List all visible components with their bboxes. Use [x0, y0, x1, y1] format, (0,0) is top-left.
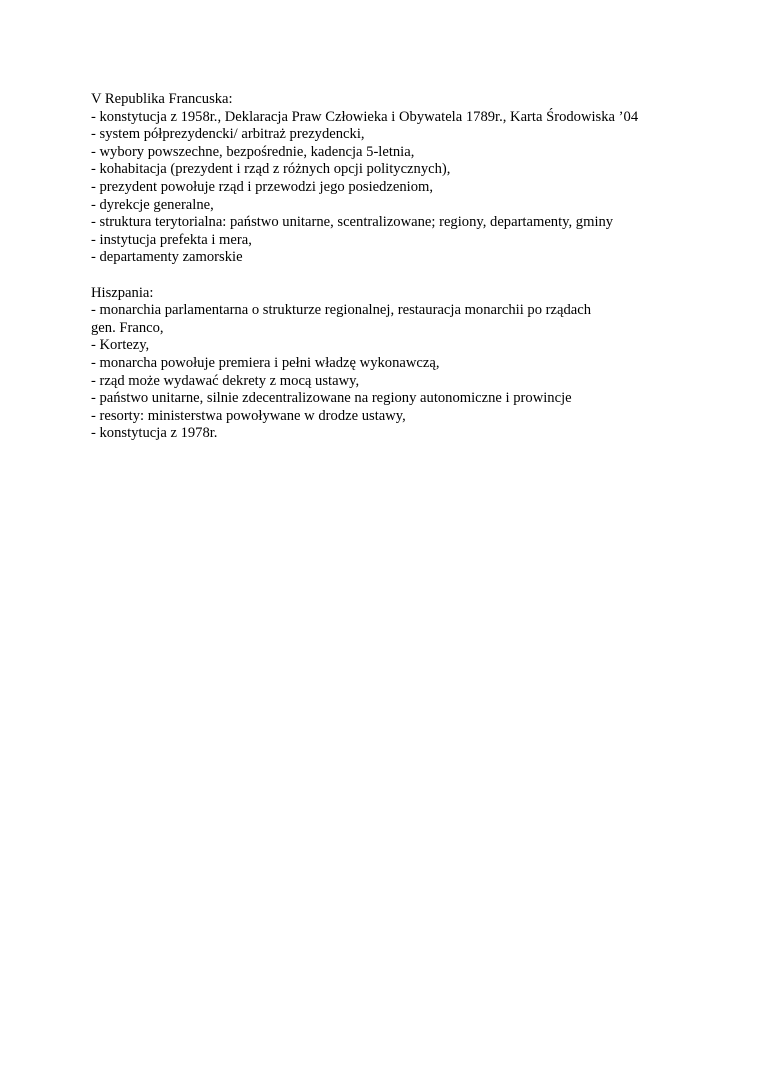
list-item: - rząd może wydawać dekrety z mocą ustawy, [91, 372, 360, 389]
section-heading: V Republika Francuska: [91, 91, 233, 107]
section-spain [91, 285, 681, 443]
section-heading: Hiszpania: [91, 284, 154, 301]
list-item: - monarcha powołuje premiera i pełni władzę wykonawczą, [91, 354, 440, 371]
list-item-continuation: gen. Franco, [91, 319, 164, 336]
list-item: - wybory powszechne, bezpośrednie, kadencja 5-letnia, [91, 143, 415, 160]
list-item: - departamenty zamorskie [91, 249, 243, 266]
list-item: - konstytucja z 1958r., Deklaracja Praw Człowieka i Obywatela 1789r., Karta Środowiska ’04 [91, 108, 639, 125]
list-item: - system półprezydencki/ arbitraż prezydencki, [91, 126, 365, 143]
section-france [91, 91, 681, 267]
list-item: - Kortezy, [91, 337, 150, 354]
list-item: - instytucja prefekta i mera, [91, 231, 252, 248]
list-item: - państwo unitarne, silnie zdecentralizowane na regiony autonomiczne i prowincje [91, 390, 572, 407]
list-item: - prezydent powołuje rząd i przewodzi jego posiedzeniom, [91, 178, 434, 195]
list-item: - resorty: ministerstwa powoływane w drodze ustawy, [91, 407, 406, 424]
list-item: - monarchia parlamentarna o strukturze regionalnej, restauracja monarchii po rządach [91, 302, 591, 319]
list-item: - struktura terytorialna: państwo unitarne, scentralizowane; regiony, departamenty, gminy [91, 214, 614, 231]
list-item: - dyrekcje generalne, [91, 196, 214, 213]
list-item: - kohabitacja (prezydent i rząd z różnych opcji politycznych), [91, 161, 451, 178]
list-item: - konstytucja z 1978r. [91, 425, 218, 442]
document-body [91, 91, 681, 443]
